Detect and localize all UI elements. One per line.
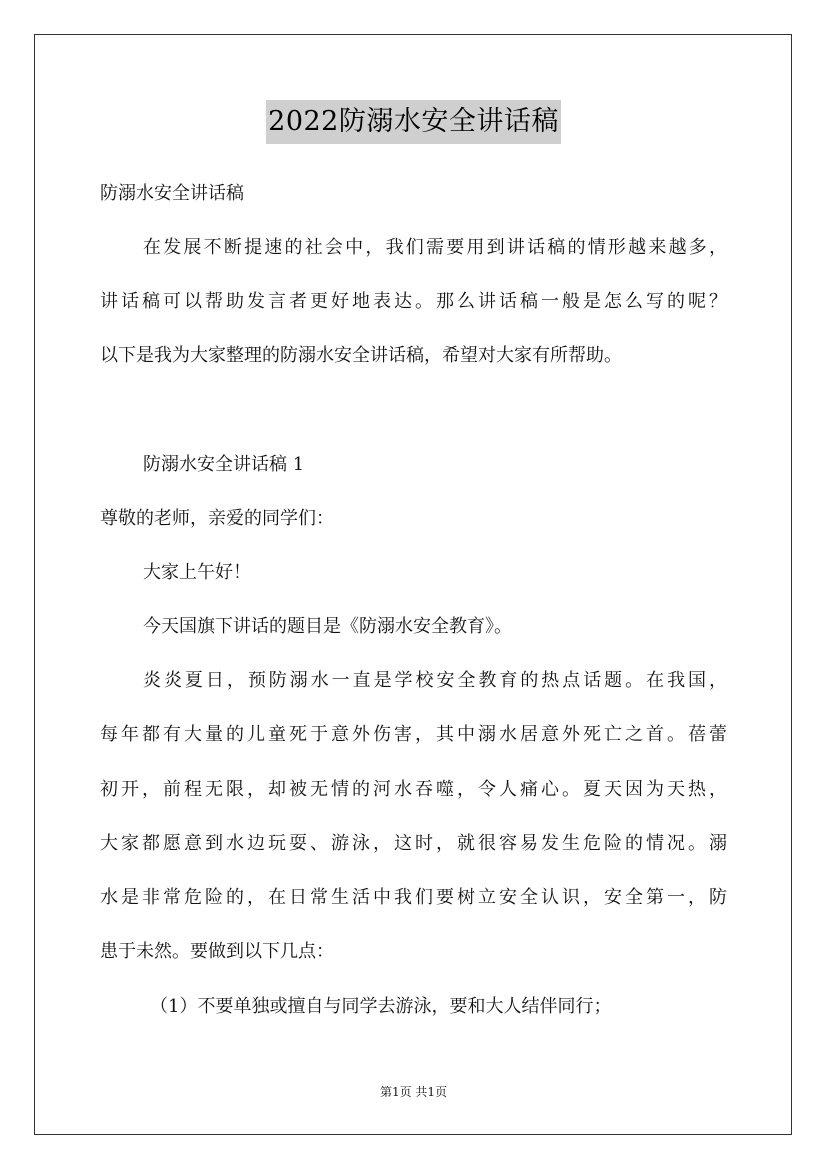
section-heading: 防溺水安全讲话稿 1: [143, 454, 305, 475]
page-footer: 第1页 共1页: [379, 1085, 448, 1099]
speech-topic: 今天国旗下讲话的题目是《防溺水安全教育》。: [143, 616, 512, 637]
intro-line-1: 在发展不断提速的社会中，我们需要用到讲话稿的情形越来越多，: [143, 237, 727, 258]
body-line-1: 炎炎夏日，预防溺水一直是学校安全教育的热点话题。在我国，: [143, 670, 727, 691]
body-line-5: 水是非常危险的，在日常生活中我们要树立安全认识，安全第一，防: [100, 887, 727, 908]
document-subtitle: 防溺水安全讲话稿: [100, 183, 244, 204]
body-line-6: 患于未然。要做到以下几点：: [100, 941, 334, 962]
title-container: [0, 100, 827, 144]
intro-line-3: 以下是我为大家整理的防溺水安全讲话稿，希望对大家有所帮助。: [100, 345, 622, 366]
body-line-4: 大家都愿意到水边玩耍、游泳，这时，就很容易发生危险的情况。溺: [100, 833, 727, 854]
body-line-3: 初开，前程无限，却被无情的河水吞噬，令人痛心。夏天因为天热，: [100, 779, 727, 800]
intro-line-2: 讲话稿可以帮助发言者更好地表达。那么讲话稿一般是怎么写的呢？: [100, 291, 727, 312]
document-title: 2022防溺水安全讲话稿: [266, 100, 561, 144]
rule-item-1: （1）不要单独或擅自与同学去游泳，要和大人结伴同行；: [150, 996, 612, 1017]
greeting: 大家上午好！: [143, 562, 251, 583]
body-line-2: 每年都有大量的儿童死于意外伤害，其中溺水居意外死亡之首。蓓蕾: [100, 724, 727, 745]
salutation: 尊敬的老师，亲爱的同学们：: [100, 508, 334, 529]
